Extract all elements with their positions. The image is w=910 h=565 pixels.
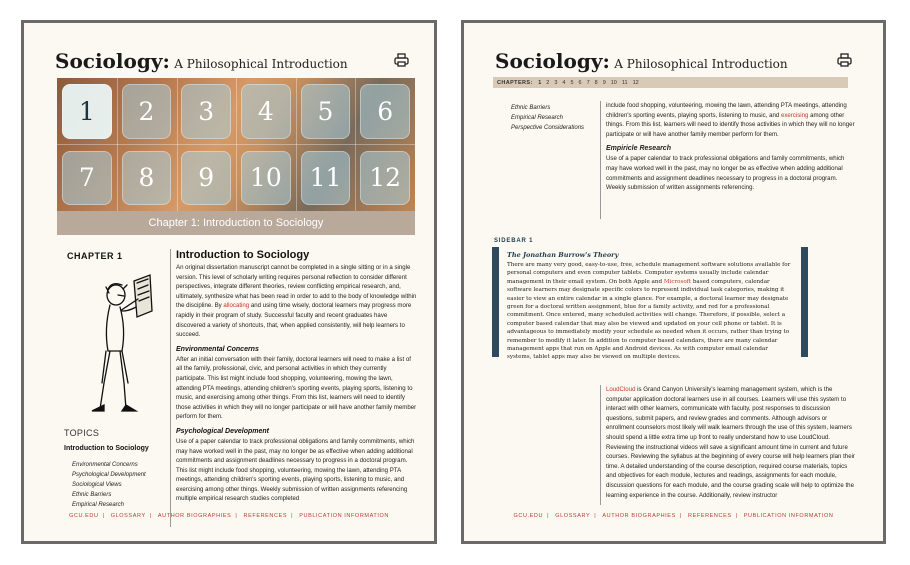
book-title-sub-right: A Philosophical Introduction bbox=[614, 57, 788, 71]
footer-link-references[interactable]: REFERENCES bbox=[243, 513, 288, 519]
chapter-link-5[interactable]: 5 bbox=[570, 79, 574, 86]
chapters-label: CHAPTERS: bbox=[497, 79, 533, 86]
topics-list bbox=[64, 460, 179, 510]
main-column bbox=[170, 249, 418, 527]
intro-paragraph: An original dissertation manuscript cannot be completed in a single sitting or in a single version. This level of scholarly writing requires personal reflection to consider different perspectives, integrate different theories, review conflicting empirical research, and, ultimately, synthesize what has been read in order to add to the body of knowledge within the discipline. By allocating and using time wisely, doctoral learners may progress more rapidly in their program of study. Successful faculty and recent graduates have discovered a variety of shortcuts, that, when applied consistently, will help learners to succeed. bbox=[176, 264, 417, 339]
footer-nav: GCU.EDU | GLOSSARY | AUTHOR BIOGRAPHIES | REFERENCES | PUBLICATION INFORMATION bbox=[69, 513, 389, 519]
footer-link-glossary[interactable]: GLOSSARY bbox=[555, 513, 591, 519]
side-link[interactable]: Perspective Considerations bbox=[511, 125, 585, 131]
sidebar-label: SIDEBAR 1 bbox=[494, 238, 534, 244]
chapter-tile-5[interactable]: 5 bbox=[301, 84, 351, 139]
chapter-tile-8[interactable]: 8 bbox=[122, 151, 172, 206]
chapter-link-2[interactable]: 2 bbox=[546, 79, 550, 86]
microsoft-link[interactable]: Microsoft bbox=[663, 278, 692, 285]
chapter-tile-11[interactable]: 11 bbox=[301, 151, 351, 206]
book-title-right bbox=[495, 49, 788, 73]
chapter-link-7[interactable]: 7 bbox=[586, 79, 590, 86]
footer-link-gcu[interactable]: GCU.EDU bbox=[69, 513, 99, 519]
chapter-heading: Introduction to Sociology bbox=[176, 249, 310, 261]
side-links bbox=[511, 103, 584, 133]
chapter-tile-6[interactable]: 6 bbox=[360, 84, 410, 139]
right-page bbox=[461, 20, 886, 544]
footer-link-references[interactable]: REFERENCES bbox=[688, 513, 732, 519]
side-link[interactable]: Ethnic Barriers bbox=[511, 105, 551, 111]
chapter-link-1[interactable]: 1 bbox=[538, 79, 542, 86]
chapter-tile-1[interactable]: 1 bbox=[62, 84, 112, 139]
footer-link-gcu[interactable]: GCU.EDU bbox=[513, 513, 544, 519]
loudcloud-paragraph: LoudCloud is Grand Canyon University's learning management system, which is the computer application doctoral learners use in all courses. Learners will use this system to interact with other learners, communicate with faculty, post responses to discussion questions, submit papers, and review grades and comments. Although advisors or enrollment counselors most likely will walk learners through the use of this system, learners should spend a little extra time up front to really understand how to use LoudCloud. Reviewing the instructional videos will save a significant amount time in current and future courses. Reviewing the syllabus at the beginning of every course will help learners plan their time. A detailed understanding of the course description, required course materials, topics and objectives for each module, lectures and readings, assignments for each module, discussion questions for each module, and the course grading scale will help to optimize the learning experience in the course. Additionally, review instructor bbox=[606, 386, 855, 499]
section-heading-psychological: Psychological Development bbox=[176, 427, 269, 435]
chapter-link-6[interactable]: 6 bbox=[578, 79, 582, 86]
loudcloud-column bbox=[600, 385, 856, 505]
chapter-label: CHAPTER 1 bbox=[67, 251, 123, 261]
footer-link-author-bios[interactable]: AUTHOR BIOGRAPHIES bbox=[157, 513, 232, 519]
chapter-tiles bbox=[57, 78, 415, 211]
chapter-link-10[interactable]: 10 bbox=[610, 79, 617, 86]
footer-link-glossary[interactable]: GLOSSARY bbox=[110, 513, 146, 519]
sidebar-text: There are many very good, easy-to-use, free, schedule management software solutions available for personal computers and even computer tablets. Computer systems usually include calendar management in their email system. On both Apple and Microsoft based computers, calendar software learners may designate specific colors to represent individual task categories, making it easier to view an entire calendar in a single glance. For example, a doctoral learner may designate green for a doctoral written assignment, blue for a family activity, and red for a professional commitment. Once entered, many scheduled activities will change. Therefore, if possible, select a computer based calendar that may also be viewed and updated on your cell phone or tablet. It is advantageous to immediately modify your schedule as needed when it occurs, rather than trying to remember to modify it later. In addition to computer based calendars, there are many calendar management apps that run on Apple and Android devices. As with computer email calendar systems, tablet apps may also be viewed on multiple devices. bbox=[507, 262, 791, 361]
chapter-link-11[interactable]: 11 bbox=[621, 79, 628, 86]
printer-icon[interactable] bbox=[837, 53, 852, 72]
chapter-banner: Chapter 1: Introduction to Sociology bbox=[57, 211, 415, 235]
section-heading-empirical: Empiricle Research bbox=[606, 145, 671, 153]
book-title-main-right: Sociology: bbox=[495, 49, 610, 73]
section-paragraph-psychological: Use of a paper calendar to track professional obligations and family commitments, which may have worked well in the past, may no longer be as effective when adding additional commitments and assignment deadlines necessary to progress in a doctoral program. This list might include food shopping, volunteering, mowing the lawn, attending PTA meetings, attending children's sporting events, playing sports, listening to music, and exercising among other things. Weekly submission of written assignments referencing multiple empirical research studies completed bbox=[176, 437, 415, 503]
left-page bbox=[21, 20, 437, 544]
allocating-link[interactable]: allocating bbox=[223, 302, 250, 310]
chapter-tile-7[interactable]: 7 bbox=[62, 151, 112, 206]
footer-nav-right: GCU.EDU | GLOSSARY | AUTHOR BIOGRAPHIES | REFERENCES | PUBLICATION INFORMATION bbox=[513, 513, 834, 519]
topics-panel bbox=[64, 428, 179, 510]
loudcloud-link[interactable]: LoudCloud bbox=[606, 386, 636, 393]
topic-link[interactable]: Ethnic Barriers bbox=[72, 492, 112, 498]
section-heading-environmental: Environmental Concerns bbox=[176, 345, 259, 353]
chapter-link-3[interactable]: 3 bbox=[554, 79, 558, 86]
sidebar-box bbox=[492, 247, 808, 361]
chapter-tile-10[interactable]: 10 bbox=[241, 151, 291, 206]
right-column bbox=[600, 101, 856, 219]
sidebar-title: The Jonathan Burrow's Theory bbox=[507, 251, 619, 259]
chapter-link-12[interactable]: 12 bbox=[632, 79, 639, 86]
book-title-sub: A Philosophical Introduction bbox=[174, 57, 348, 71]
footer-link-author-bios[interactable]: AUTHOR BIOGRAPHIES bbox=[602, 513, 676, 519]
book-title-main: Sociology: bbox=[55, 49, 170, 73]
chapter-tile-2[interactable]: 2 bbox=[122, 84, 172, 139]
topics-title: TOPICS bbox=[64, 428, 100, 438]
topic-link[interactable]: Environmental Concerns bbox=[72, 462, 138, 468]
chapter-tile-3[interactable]: 3 bbox=[181, 84, 231, 139]
section-paragraph-environmental: After an initial conversation with their family, doctoral learners will need to make a list of all the family, professional, civic, and personal activities in which they currently participate. This list might include food shopping, volunteering, mowing the lawn, attending PTA meetings, attending children's sporting events, playing sports, listening to music, and exercising among other things. From this list, learners will need to identify those activities in which they will no longer participate or will have another family member perform for them. bbox=[176, 355, 417, 421]
footer-link-publication[interactable]: PUBLICATION INFORMATION bbox=[299, 513, 389, 519]
footer-link-publication[interactable]: PUBLICATION INFORMATION bbox=[743, 513, 834, 519]
printer-icon[interactable] bbox=[394, 53, 409, 72]
chapter-tile-9[interactable]: 9 bbox=[181, 151, 231, 206]
continued-paragraph: include food shopping, volunteering, mowing the lawn, attending PTA meetings, attending children's sporting events, playing sports, listening to music, and exercising among other things. From this list, learners will need to identify those activities in which they will no longer participate or will have another family member perform for them. bbox=[606, 102, 855, 138]
book-title bbox=[55, 49, 348, 73]
exercising-link[interactable]: exercising bbox=[780, 111, 809, 119]
topic-link[interactable]: Empirical Research bbox=[72, 502, 125, 508]
chapter-link-8[interactable]: 8 bbox=[594, 79, 598, 86]
section-paragraph-empirical: Use of a paper calendar to track professional obligations and family commitments, which may have worked well in the past, may no longer be as effective when adding additional commitments and assignment deadlines necessary to progress in a doctoral program. Weekly submission of written assignments referencing. bbox=[606, 155, 845, 192]
chapter-links bbox=[536, 80, 642, 86]
side-link[interactable]: Empirical Research bbox=[511, 115, 564, 121]
chapter-tile-12[interactable]: 12 bbox=[360, 151, 410, 206]
chapter-grid bbox=[57, 78, 415, 211]
chapter-tile-4[interactable]: 4 bbox=[241, 84, 291, 139]
topics-current[interactable]: Introduction to Sociology bbox=[64, 445, 149, 452]
reading-figure-illustration bbox=[82, 271, 162, 421]
chapters-bar bbox=[493, 77, 848, 88]
topic-link[interactable]: Sociological Views bbox=[72, 482, 122, 488]
chapter-link-4[interactable]: 4 bbox=[562, 79, 566, 86]
topic-link[interactable]: Psychological Development bbox=[72, 472, 146, 478]
chapter-link-9[interactable]: 9 bbox=[602, 79, 606, 86]
